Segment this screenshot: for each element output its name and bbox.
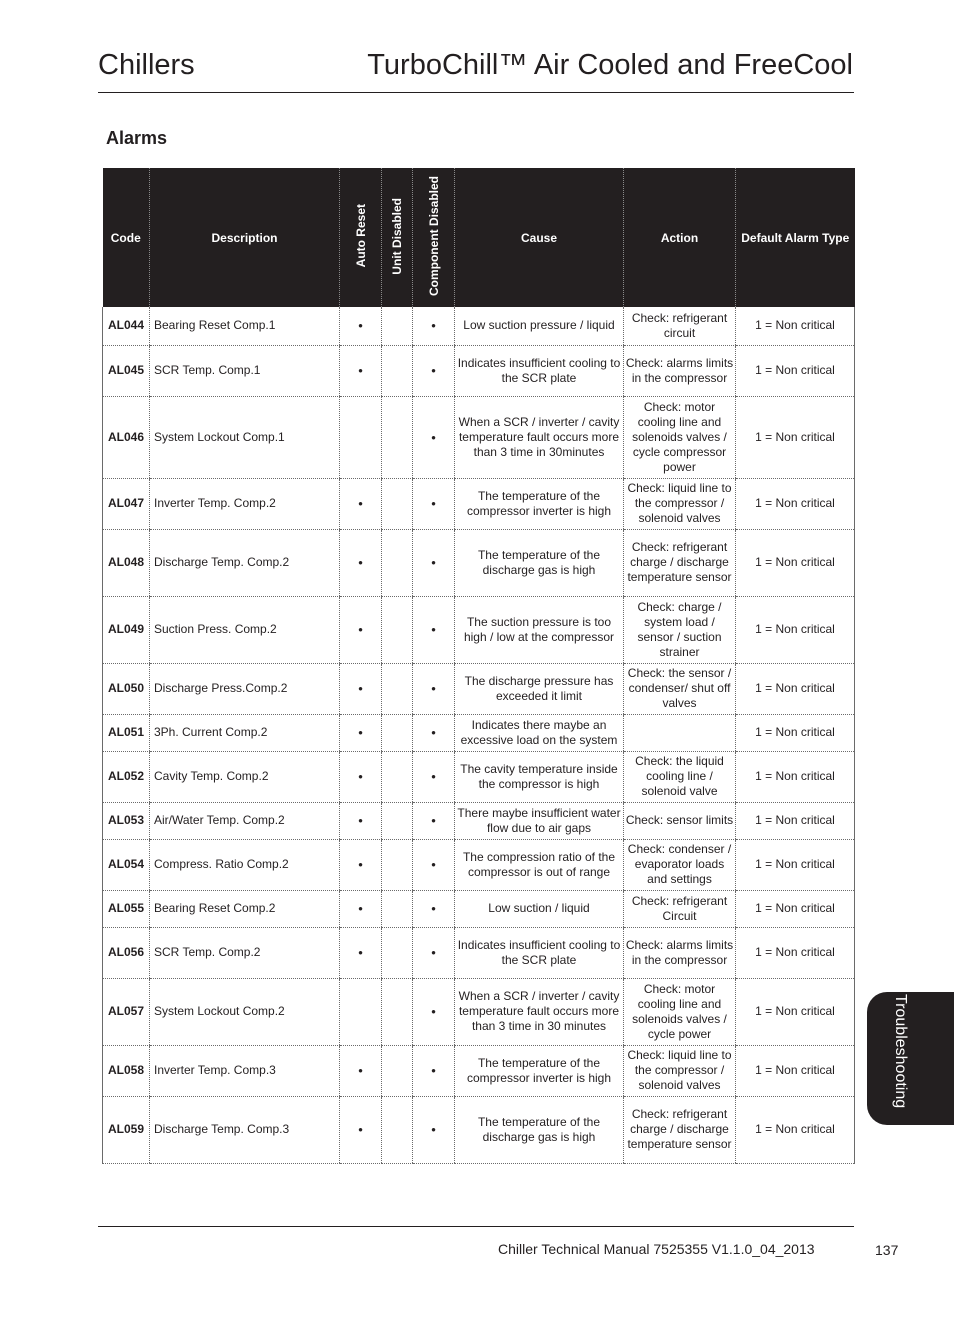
cell-default-type: 1 = Non critical — [736, 596, 855, 663]
cell-description: Compress. Ratio Comp.2 — [150, 839, 340, 890]
cell-auto-reset: • — [340, 478, 382, 529]
cell-cause: When a SCR / inverter / cavity temperature fault occurs more than 3 time in 30 minutes — [455, 978, 624, 1045]
header-divider — [98, 92, 854, 93]
col-header-default-type: Default Alarm Type — [736, 168, 855, 307]
cell-component-disabled: • — [413, 596, 455, 663]
table-row — [103, 663, 855, 714]
cell-description: Cavity Temp. Comp.2 — [150, 751, 340, 802]
cell-description: Inverter Temp. Comp.3 — [150, 1045, 340, 1096]
cell-cause: The compression ratio of the compressor is out of range — [455, 839, 624, 890]
cell-code: AL044 — [103, 307, 150, 345]
cell-cause: The temperature of the discharge gas is high — [455, 1096, 624, 1163]
cell-component-disabled: • — [413, 529, 455, 596]
cell-code: AL056 — [103, 927, 150, 978]
cell-cause: There maybe insufficient water flow due to air gaps — [455, 802, 624, 839]
table-row — [103, 802, 855, 839]
cell-default-type: 1 = Non critical — [736, 478, 855, 529]
cell-default-type: 1 = Non critical — [736, 1096, 855, 1163]
cell-default-type: 1 = Non critical — [736, 751, 855, 802]
cell-description: SCR Temp. Comp.2 — [150, 927, 340, 978]
cell-component-disabled: • — [413, 663, 455, 714]
cell-default-type: 1 = Non critical — [736, 396, 855, 478]
cell-description: Discharge Temp. Comp.3 — [150, 1096, 340, 1163]
cell-component-disabled: • — [413, 802, 455, 839]
cell-description: Discharge Temp. Comp.2 — [150, 529, 340, 596]
cell-component-disabled: • — [413, 927, 455, 978]
cell-code: AL046 — [103, 396, 150, 478]
cell-action — [624, 714, 736, 751]
cell-auto-reset: • — [340, 1096, 382, 1163]
cell-action: Check: liquid line to the compressor / solenoid valves — [624, 478, 736, 529]
cell-default-type: 1 = Non critical — [736, 1045, 855, 1096]
cell-component-disabled: • — [413, 839, 455, 890]
cell-unit-disabled — [382, 714, 413, 751]
table-row — [103, 345, 855, 396]
cell-cause: The cavity temperature inside the compressor is high — [455, 751, 624, 802]
cell-cause: Indicates insufficient cooling to the SCR plate — [455, 345, 624, 396]
cell-unit-disabled — [382, 529, 413, 596]
cell-unit-disabled — [382, 927, 413, 978]
table-row — [103, 596, 855, 663]
cell-code: AL045 — [103, 345, 150, 396]
cell-component-disabled: • — [413, 307, 455, 345]
cell-cause: Low suction pressure / liquid — [455, 307, 624, 345]
cell-component-disabled: • — [413, 751, 455, 802]
col-header-component-disabled — [413, 168, 455, 307]
cell-unit-disabled — [382, 307, 413, 345]
header-product-family: Chillers — [98, 49, 195, 81]
table-row — [103, 890, 855, 927]
cell-description: 3Ph. Current Comp.2 — [150, 714, 340, 751]
cell-description: Bearing Reset Comp.1 — [150, 307, 340, 345]
cell-code: AL057 — [103, 978, 150, 1045]
cell-code: AL059 — [103, 1096, 150, 1163]
cell-auto-reset: • — [340, 714, 382, 751]
header-product-title: TurboChill™ Air Cooled and FreeCool — [367, 49, 853, 81]
cell-cause: The temperature of the compressor inverter is high — [455, 1045, 624, 1096]
cell-description: Inverter Temp. Comp.2 — [150, 478, 340, 529]
cell-auto-reset — [340, 978, 382, 1045]
cell-component-disabled: • — [413, 1096, 455, 1163]
table-row — [103, 1096, 855, 1163]
cell-default-type: 1 = Non critical — [736, 890, 855, 927]
cell-unit-disabled — [382, 663, 413, 714]
cell-unit-disabled — [382, 596, 413, 663]
cell-auto-reset: • — [340, 751, 382, 802]
cell-description: Bearing Reset Comp.2 — [150, 890, 340, 927]
section-title: Alarms — [106, 128, 168, 148]
cell-action: Check: refrigerant Circuit — [624, 890, 736, 927]
cell-unit-disabled — [382, 345, 413, 396]
cell-action: Check: the liquid cooling line / solenoid valve — [624, 751, 736, 802]
cell-unit-disabled — [382, 1096, 413, 1163]
table-row — [103, 1045, 855, 1096]
table-row — [103, 307, 855, 345]
cell-code: AL052 — [103, 751, 150, 802]
cell-unit-disabled — [382, 802, 413, 839]
table-row — [103, 978, 855, 1045]
cell-description: Suction Press. Comp.2 — [150, 596, 340, 663]
cell-code: AL053 — [103, 802, 150, 839]
col-header-auto-reset-label: Auto Reset — [353, 204, 368, 268]
cell-component-disabled: • — [413, 714, 455, 751]
cell-default-type: 1 = Non critical — [736, 345, 855, 396]
col-header-cause: Cause — [455, 168, 624, 307]
col-header-action: Action — [624, 168, 736, 307]
cell-component-disabled: • — [413, 478, 455, 529]
cell-auto-reset: • — [340, 307, 382, 345]
footer-divider — [98, 1226, 854, 1227]
cell-description: Discharge Press.Comp.2 — [150, 663, 340, 714]
cell-cause: The temperature of the compressor inverter is high — [455, 478, 624, 529]
cell-action: Check: refrigerant charge / discharge temperature sensor — [624, 529, 736, 596]
cell-auto-reset: • — [340, 529, 382, 596]
cell-auto-reset: • — [340, 839, 382, 890]
cell-code: AL048 — [103, 529, 150, 596]
cell-auto-reset: • — [340, 596, 382, 663]
cell-cause: When a SCR / inverter / cavity temperature fault occurs more than 3 time in 30minutes — [455, 396, 624, 478]
col-header-description: Description — [150, 168, 340, 307]
cell-default-type: 1 = Non critical — [736, 307, 855, 345]
cell-action: Check: the sensor / condenser/ shut off valves — [624, 663, 736, 714]
cell-code: AL047 — [103, 478, 150, 529]
cell-code: AL051 — [103, 714, 150, 751]
cell-component-disabled: • — [413, 396, 455, 478]
cell-code: AL054 — [103, 839, 150, 890]
cell-code: AL050 — [103, 663, 150, 714]
cell-action: Check: condenser / evaporator loads and settings — [624, 839, 736, 890]
table-row — [103, 478, 855, 529]
cell-action: Check: refrigerant circuit — [624, 307, 736, 345]
cell-default-type: 1 = Non critical — [736, 663, 855, 714]
cell-unit-disabled — [382, 478, 413, 529]
cell-unit-disabled — [382, 978, 413, 1045]
col-header-auto-reset — [340, 168, 382, 307]
cell-unit-disabled — [382, 890, 413, 927]
table-row — [103, 396, 855, 478]
cell-description: Air/Water Temp. Comp.2 — [150, 802, 340, 839]
cell-code: AL049 — [103, 596, 150, 663]
cell-auto-reset: • — [340, 345, 382, 396]
footer-manual-title: Chiller Technical Manual 7525355 V1.1.0_04_2013 — [498, 1241, 815, 1257]
table-header-row — [103, 168, 855, 307]
cell-action: Check: alarms limits in the compressor — [624, 345, 736, 396]
cell-unit-disabled — [382, 839, 413, 890]
alarms-table — [102, 168, 855, 1164]
cell-action: Check: alarms limits in the compressor — [624, 927, 736, 978]
cell-description: System Lockout Comp.1 — [150, 396, 340, 478]
table-row — [103, 839, 855, 890]
cell-default-type: 1 = Non critical — [736, 927, 855, 978]
cell-code: AL055 — [103, 890, 150, 927]
cell-action: Check: refrigerant charge / discharge temperature sensor — [624, 1096, 736, 1163]
cell-auto-reset: • — [340, 927, 382, 978]
side-tab-label: Troubleshooting — [892, 994, 909, 1109]
cell-action: Check: motor cooling line and solenoids valves / cycle power — [624, 978, 736, 1045]
table-row — [103, 714, 855, 751]
cell-code: AL058 — [103, 1045, 150, 1096]
col-header-unit-disabled-label: Unit Disabled — [390, 197, 404, 275]
cell-default-type: 1 = Non critical — [736, 802, 855, 839]
cell-cause: Low suction / liquid — [455, 890, 624, 927]
cell-component-disabled: • — [413, 890, 455, 927]
col-header-component-disabled-label: Component Disabled — [426, 175, 441, 296]
cell-unit-disabled — [382, 1045, 413, 1096]
cell-cause: Indicates insufficient cooling to the SCR plate — [455, 927, 624, 978]
cell-unit-disabled — [382, 396, 413, 478]
col-header-code: Code — [103, 168, 150, 307]
cell-action: Check: sensor limits — [624, 802, 736, 839]
table-row — [103, 927, 855, 978]
side-tab-troubleshooting — [867, 992, 954, 1125]
cell-action: Check: liquid line to the compressor / solenoid valves — [624, 1045, 736, 1096]
cell-cause: The discharge pressure has exceeded it limit — [455, 663, 624, 714]
table-row — [103, 751, 855, 802]
cell-action: Check: motor cooling line and solenoids valves / cycle compressor power — [624, 396, 736, 478]
cell-auto-reset: • — [340, 663, 382, 714]
cell-default-type: 1 = Non critical — [736, 978, 855, 1045]
cell-component-disabled: • — [413, 978, 455, 1045]
cell-component-disabled: • — [413, 345, 455, 396]
cell-action: Check: charge / system load / sensor / suction strainer — [624, 596, 736, 663]
cell-component-disabled: • — [413, 1045, 455, 1096]
cell-description: SCR Temp. Comp.1 — [150, 345, 340, 396]
cell-default-type: 1 = Non critical — [736, 529, 855, 596]
cell-auto-reset: • — [340, 802, 382, 839]
cell-cause: The temperature of the discharge gas is high — [455, 529, 624, 596]
cell-auto-reset: • — [340, 1045, 382, 1096]
cell-default-type: 1 = Non critical — [736, 714, 855, 751]
cell-auto-reset: • — [340, 890, 382, 927]
cell-default-type: 1 = Non critical — [736, 839, 855, 890]
alarms-table-body — [103, 307, 855, 1163]
footer-page-number: 137 — [875, 1242, 899, 1258]
cell-cause: Indicates there maybe an excessive load on the system — [455, 714, 624, 751]
cell-unit-disabled — [382, 751, 413, 802]
col-header-unit-disabled — [382, 168, 413, 307]
cell-description: System Lockout Comp.2 — [150, 978, 340, 1045]
table-row — [103, 529, 855, 596]
cell-cause: The suction pressure is too high / low at the compressor — [455, 596, 624, 663]
cell-auto-reset — [340, 396, 382, 478]
